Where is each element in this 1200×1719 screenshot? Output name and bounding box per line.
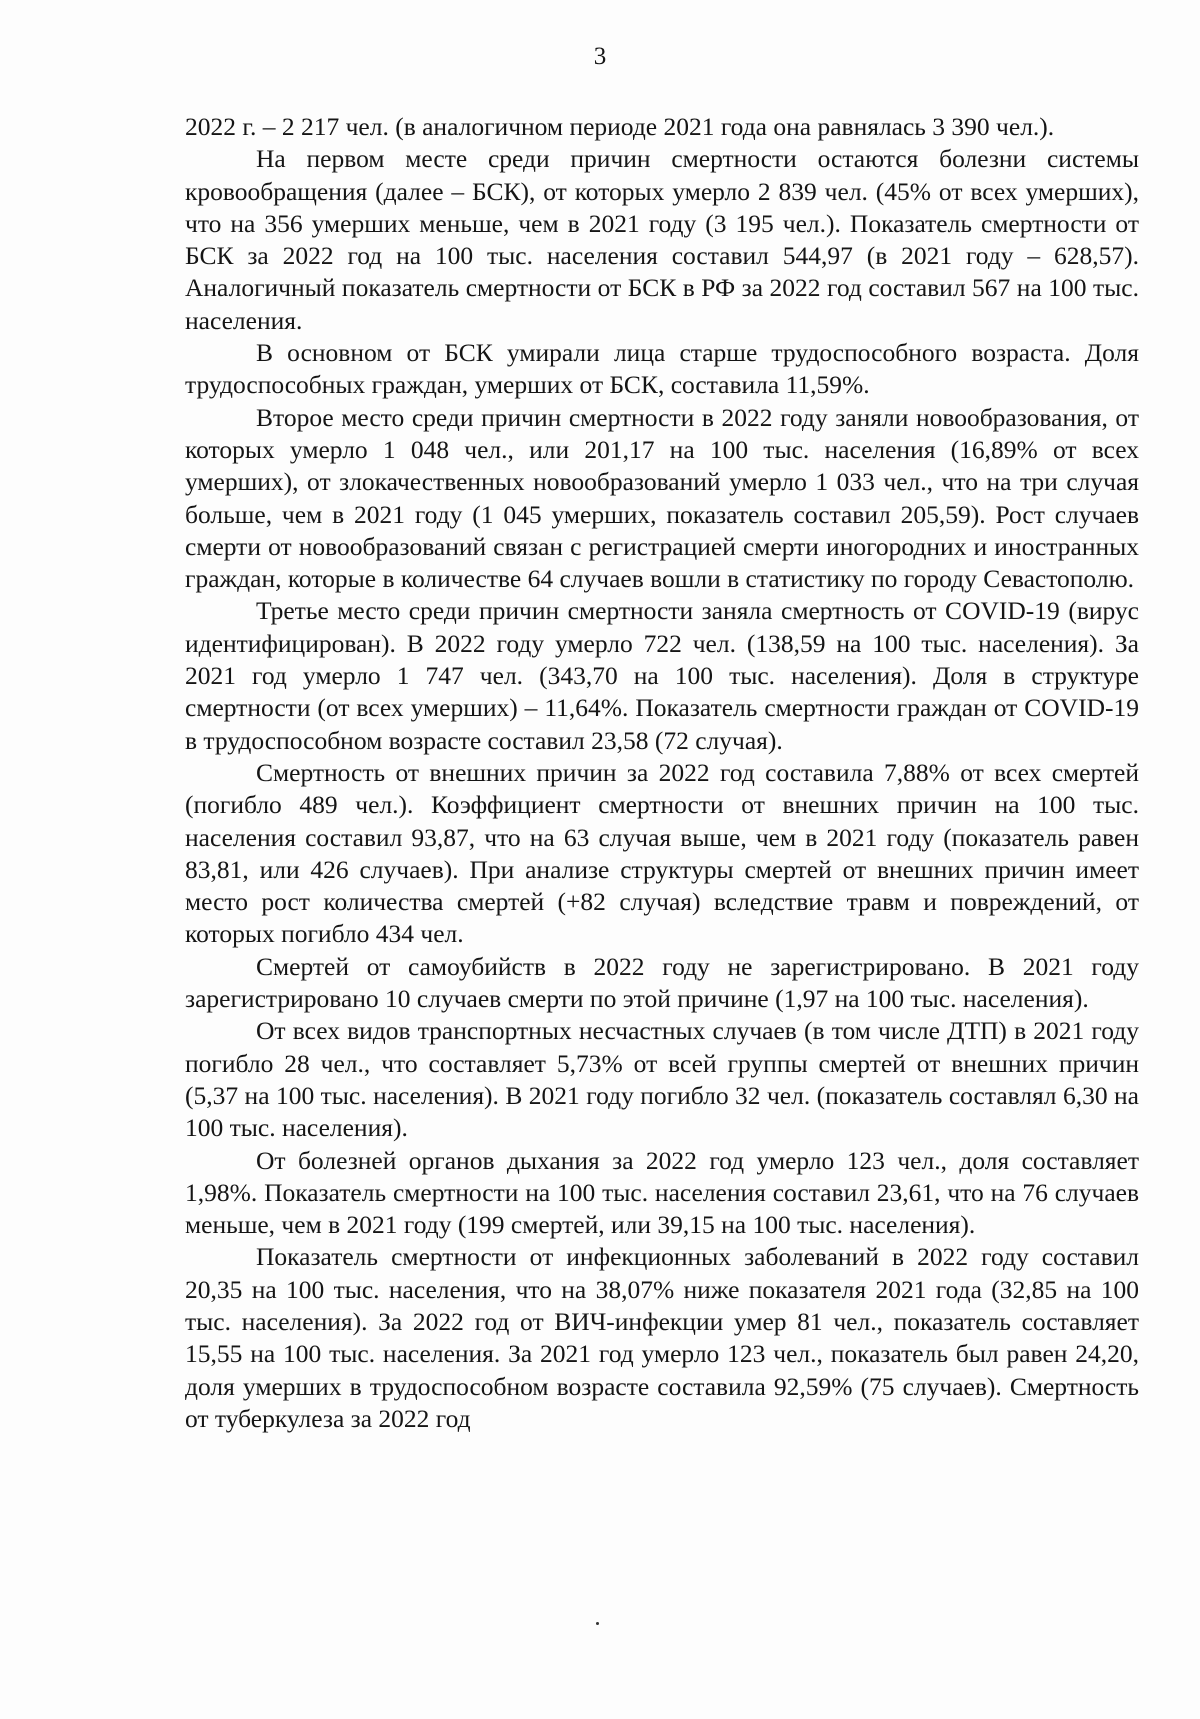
paragraph-respiratory-diseases: От болезней органов дыхания за 2022 год умерло 123 чел., доля составляет 1,98%. Показатель смертности на 100 тыс. населения составил 23,61, что на 76 случаев меньше, чем в 2021 году (199 смертей, или 39,15 на 100 тыс. населения). xyxy=(185,1145,1139,1240)
paragraph-transport-accidents: От всех видов транспортных несчастных случаев (в том числе ДТП) в 2021 году погибло 28 чел., что составляет 5,73% от всей группы смертей от внешних причин (5,37 на 100 тыс. населения). В 2021 году погибло 32 чел. (показатель составлял 6,30 на 100 тыс. населения). xyxy=(185,1016,1139,1143)
paragraph-suicides: Смертей от самоубийств в 2022 году не зарегистрировано. В 2021 году зарегистрировано 10 случаев смерти по этой причине (1,97 на 100 тыс. населения). xyxy=(185,951,1139,1014)
body-text xyxy=(185,111,1139,1435)
paragraph-covid-19: Третье место среди причин смертности заняла смертность от COVID-19 (вирус идентифицирован). В 2022 году умерло 722 чел. (138,59 на 100 тыс. населения). За 2021 год умерло 1 747 чел. (343,70 на 100 тыс. населения). Доля в структуре смертности (от всех умерших) – 11,64%. Показатель смертности граждан от COVID-19 в трудоспособном возрасте составил 23,58 (72 случая). xyxy=(185,596,1139,755)
paragraph-infectious-diseases: Показатель смертности от инфекционных заболеваний в 2022 году составил 20,35 на 100 тыс. населения, что на 38,07% ниже показателя 2021 года (32,85 на 100 тыс. населения). За 2022 год от ВИЧ-инфекции умер 81 чел., показатель составляет 15,55 на 100 тыс. населения. За 2021 год умерло 123 чел., показатель был равен 24,20, доля умерших в трудоспособном возрасте составила 92,59% (75 случаев). Смертность от туберкулеза за 2022 год xyxy=(185,1242,1139,1433)
paragraph-neoplasms: Второе место среди причин смертности в 2022 году заняли новообразования, от которых умерло 1 048 чел., или 201,17 на 100 тыс. населения (16,89% от всех умерших), от злокачественных новообразований умерло 1 033 чел., что на три случая больше, чем в 2021 году (1 045 умерших, показатель составил 205,59). Рост случаев смерти от новообразований связан с регистрацией смерти иногородних и иностранных граждан, которые в количестве 64 случаев вошли в статистику по городу Севастополю. xyxy=(185,402,1139,594)
paragraph-external-causes: Смертность от внешних причин за 2022 год составила 7,88% от всех смертей (погибло 489 чел.). Коэффициент смертности от внешних причин на 100 тыс. населения составил 93,87, что на 63 случая выше, чем в 2021 году (показатель равен 83,81, или 426 случаев). При анализе структуры смертей от внешних причин имеет место рост количества смертей (+82 случая) вследствие травм и повреждений, от которых погибло 434 чел. xyxy=(185,757,1139,949)
paragraph-continuation: 2022 г. – 2 217 чел. (в аналогичном периоде 2021 года она равнялась 3 390 чел.). xyxy=(185,112,1055,141)
paragraph-circulatory-diseases: На первом месте среди причин смертности остаются болезни системы кровообращения (далее – БСК), от которых умерло 2 839 чел. (45% от всех умерших), что на 356 умерших меньше, чем в 2021 году (3 195 чел.). Показатель смертности от БСК за 2022 год на 100 тыс. населения составил 544,97 (в 2021 году – 628,57). Аналогичный показатель смертности от БСК в РФ за 2022 год составил 567 на 100 тыс. населения. xyxy=(185,144,1139,335)
page-number: 3 xyxy=(593,43,607,70)
paragraph-working-age-share: В основном от БСК умирали лица старше трудоспособного возраста. Доля трудоспособных граждан, умерших от БСК, составила 11,59%. xyxy=(185,338,1139,400)
scan-speck xyxy=(596,1622,599,1625)
